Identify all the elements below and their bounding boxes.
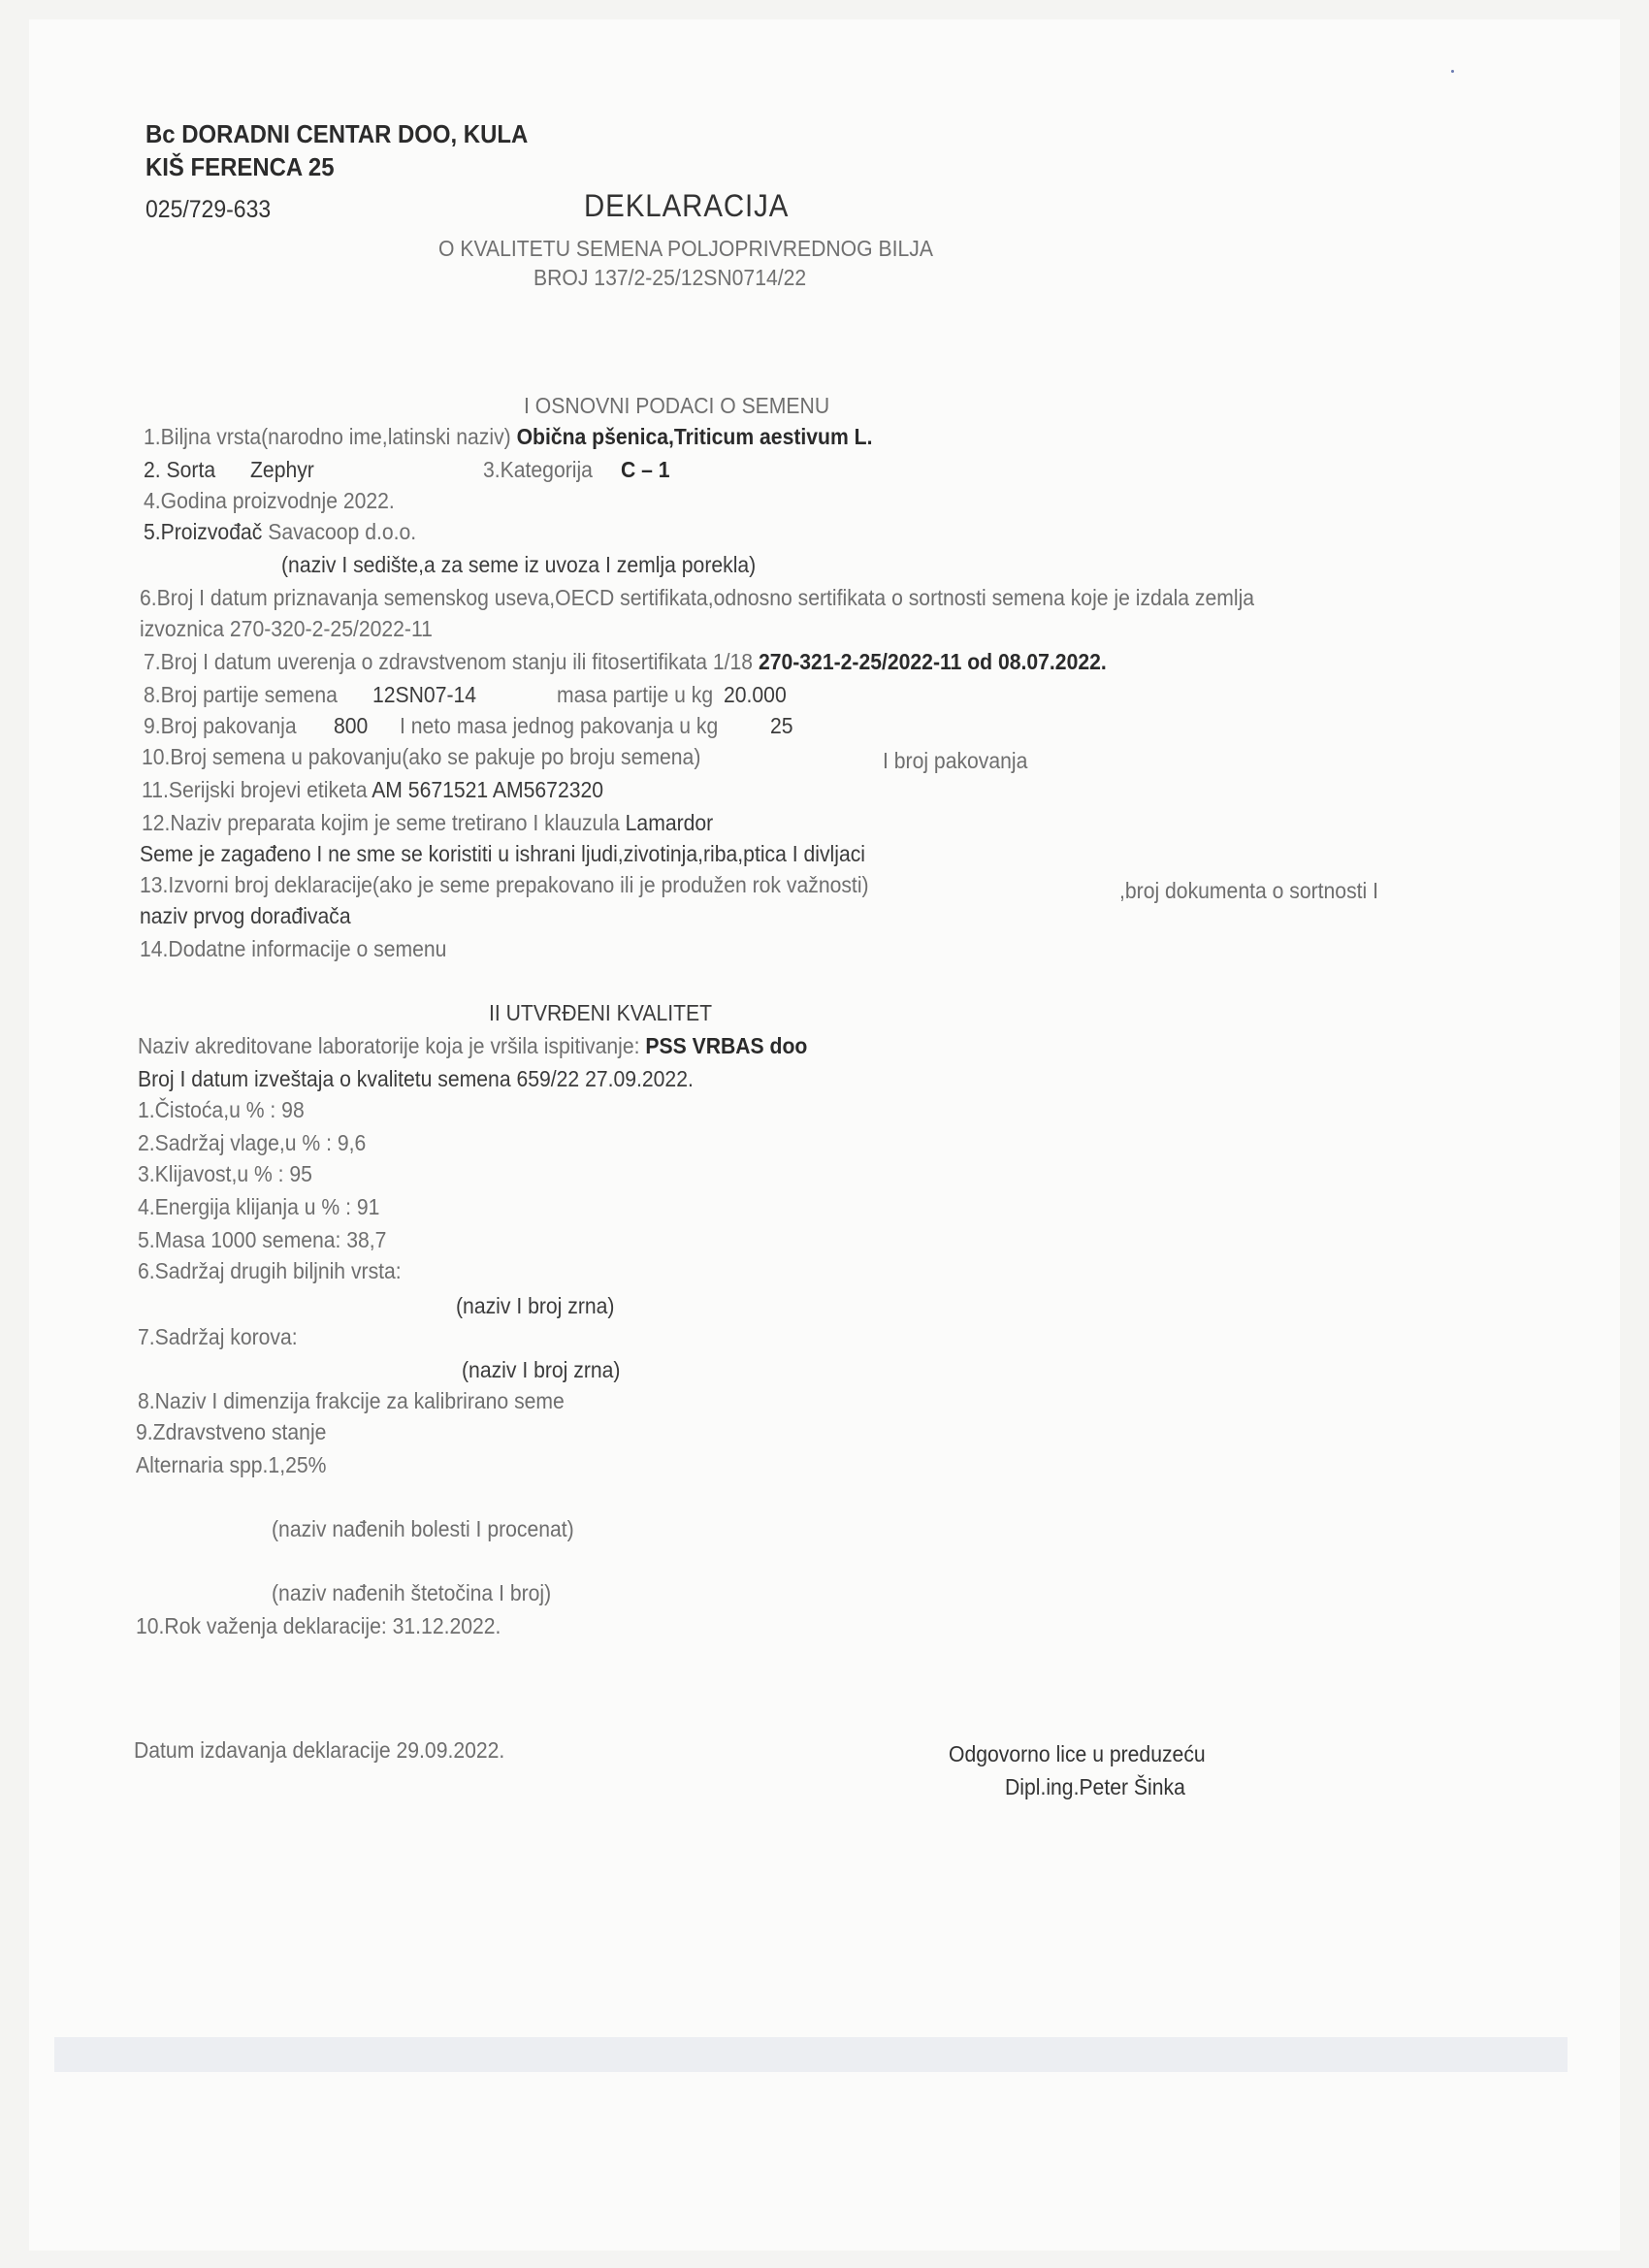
- line-12-value: Lamardor: [625, 810, 714, 835]
- line-5-label: 5.Proizvođač: [144, 519, 263, 544]
- line-5-value: Savacoop d.o.o.: [268, 519, 417, 544]
- quality-6: 6.Sadržaj drugih biljnih vrsta:: [138, 1258, 402, 1283]
- line-11-label: 11.Serijski brojevi etiketa: [142, 777, 368, 802]
- line-13-right: ,broj dokumenta o sortnosti I: [1119, 878, 1379, 903]
- quality-10: 10.Rok važenja deklaracije: 31.12.2022.: [136, 1613, 501, 1638]
- quality-5: 5.Masa 1000 semena: 38,7: [138, 1227, 387, 1252]
- section-1-heading: I OSNOVNI PODACI O SEMENU: [524, 393, 830, 418]
- line-3-label: 3.Kategorija: [483, 457, 593, 482]
- line-7-label: 7.Broj I datum uverenja o zdravstvenom stanju ili fitosertifikata 1/18: [144, 649, 754, 674]
- line-4: 4.Godina proizvodnje 2022.: [144, 488, 395, 513]
- quality-2: 2.Sadržaj vlage,u % : 9,6: [138, 1130, 367, 1155]
- line-12: [142, 809, 713, 836]
- scan-band: [54, 2037, 1568, 2072]
- lab-value: PSS VRBAS doo: [645, 1033, 808, 1058]
- line-1-label: 1.Biljna vrsta(narodno ime,latinski naziv): [144, 424, 511, 449]
- line-8-value: 12SN07-14: [372, 682, 477, 707]
- quality-9-note-2: (naziv nađenih štetočina I broj): [272, 1580, 552, 1605]
- lab-label: Naziv akreditovane laboratorije koja je vršila ispitivanje:: [138, 1033, 640, 1058]
- quality-9-value: Alternaria spp.1,25%: [136, 1452, 327, 1477]
- document-number: BROJ 137/2-25/12SN0714/22: [534, 265, 807, 290]
- company-address: KIŠ FERENCA 25: [146, 152, 335, 181]
- responsible-person-label: Odgovorno lice u preduzeću: [949, 1741, 1206, 1766]
- line-9-mass-value: 25: [770, 713, 793, 738]
- quality-9-note-1: (naziv nađenih bolesti I procenat): [272, 1516, 574, 1541]
- scan-speck: [1451, 70, 1454, 73]
- line-7: [144, 648, 1107, 675]
- line-9-value: 800: [334, 713, 369, 738]
- line-9-mass-label: I neto masa jednog pakovanja u kg: [400, 713, 719, 738]
- line-2-label: 2. Sorta: [144, 457, 216, 482]
- issue-date: Datum izdavanja deklaracije 29.09.2022.: [134, 1737, 505, 1763]
- line-14: 14.Dodatne informacije o semenu: [140, 936, 447, 961]
- line-13: 13.Izvorni broj deklaracije(ako je seme prepakovano ili je produžen rok važnosti): [140, 872, 869, 897]
- lab-line: [138, 1032, 807, 1059]
- line-6b: izvoznica 270-320-2-25/2022-11: [140, 616, 433, 641]
- quality-8: 8.Naziv I dimenzija frakcije za kalibrirano seme: [138, 1388, 565, 1413]
- line-11-value: AM 5671521 AM5672320: [372, 777, 604, 802]
- document-title: DEKLARACIJA: [584, 188, 790, 223]
- document-subtitle: O KVALITETU SEMENA POLJOPRIVREDNOG BILJA: [438, 236, 933, 261]
- quality-3: 3.Klijavost,u % : 95: [138, 1161, 312, 1186]
- line-2-value: Zephyr: [250, 457, 314, 482]
- signatory-name: Dipl.ing.Peter Šinka: [1005, 1774, 1185, 1799]
- line-12-label: 12.Naziv preparata kojim je seme tretirano I klauzula: [142, 810, 620, 835]
- line-9-label: 9.Broj pakovanja: [144, 713, 297, 738]
- line-5-note: (naziv I sedište,a za seme iz uvoza I zemlja porekla): [281, 552, 757, 577]
- quality-4: 4.Energija klijanja u % : 91: [138, 1194, 380, 1219]
- line-8-mass-value: 20.000: [724, 682, 787, 707]
- line-12-note: Seme je zagađeno I ne sme se koristiti u ishrani ljudi,zivotinja,riba,ptica I divljaci: [140, 841, 866, 866]
- company-phone: 025/729-633: [146, 196, 272, 223]
- line-3-value: C – 1: [621, 457, 670, 482]
- line-8-label: 8.Broj partije semena: [144, 682, 338, 707]
- section-2-heading: II UTVRĐENI KVALITET: [489, 1000, 713, 1025]
- quality-6-note: (naziv I broj zrna): [456, 1293, 615, 1318]
- report-line: Broj I datum izveštaja o kvalitetu semena 659/22 27.09.2022.: [138, 1066, 694, 1091]
- line-11: [142, 776, 603, 803]
- quality-7-note: (naziv I broj zrna): [462, 1357, 621, 1382]
- line-5: [144, 518, 416, 545]
- line-1-value: Obična pšenica,Triticum aestivum L.: [516, 424, 873, 449]
- company-name: Bc DORADNI CENTAR DOO, KULA: [146, 119, 529, 148]
- line-7-value: 270-321-2-25/2022-11 od 08.07.2022.: [758, 649, 1107, 674]
- quality-1: 1.Čistoća,u % : 98: [138, 1097, 305, 1122]
- line-6a: 6.Broj I datum priznavanja semenskog useva,OECD sertifikata,odnosno sertifikata o sortnosti semena koje je izdala zemlja: [140, 585, 1255, 610]
- line-1: [144, 423, 872, 450]
- quality-7: 7.Sadržaj korova:: [138, 1324, 298, 1349]
- line-10: 10.Broj semena u pakovanju(ako se pakuje po broju semena): [142, 744, 701, 769]
- line-13b: naziv prvog dorađivača: [140, 903, 351, 928]
- line-8-mass-label: masa partije u kg: [557, 682, 714, 707]
- line-10-right: I broj pakovanja: [883, 748, 1028, 773]
- quality-9: 9.Zdravstveno stanje: [136, 1419, 327, 1444]
